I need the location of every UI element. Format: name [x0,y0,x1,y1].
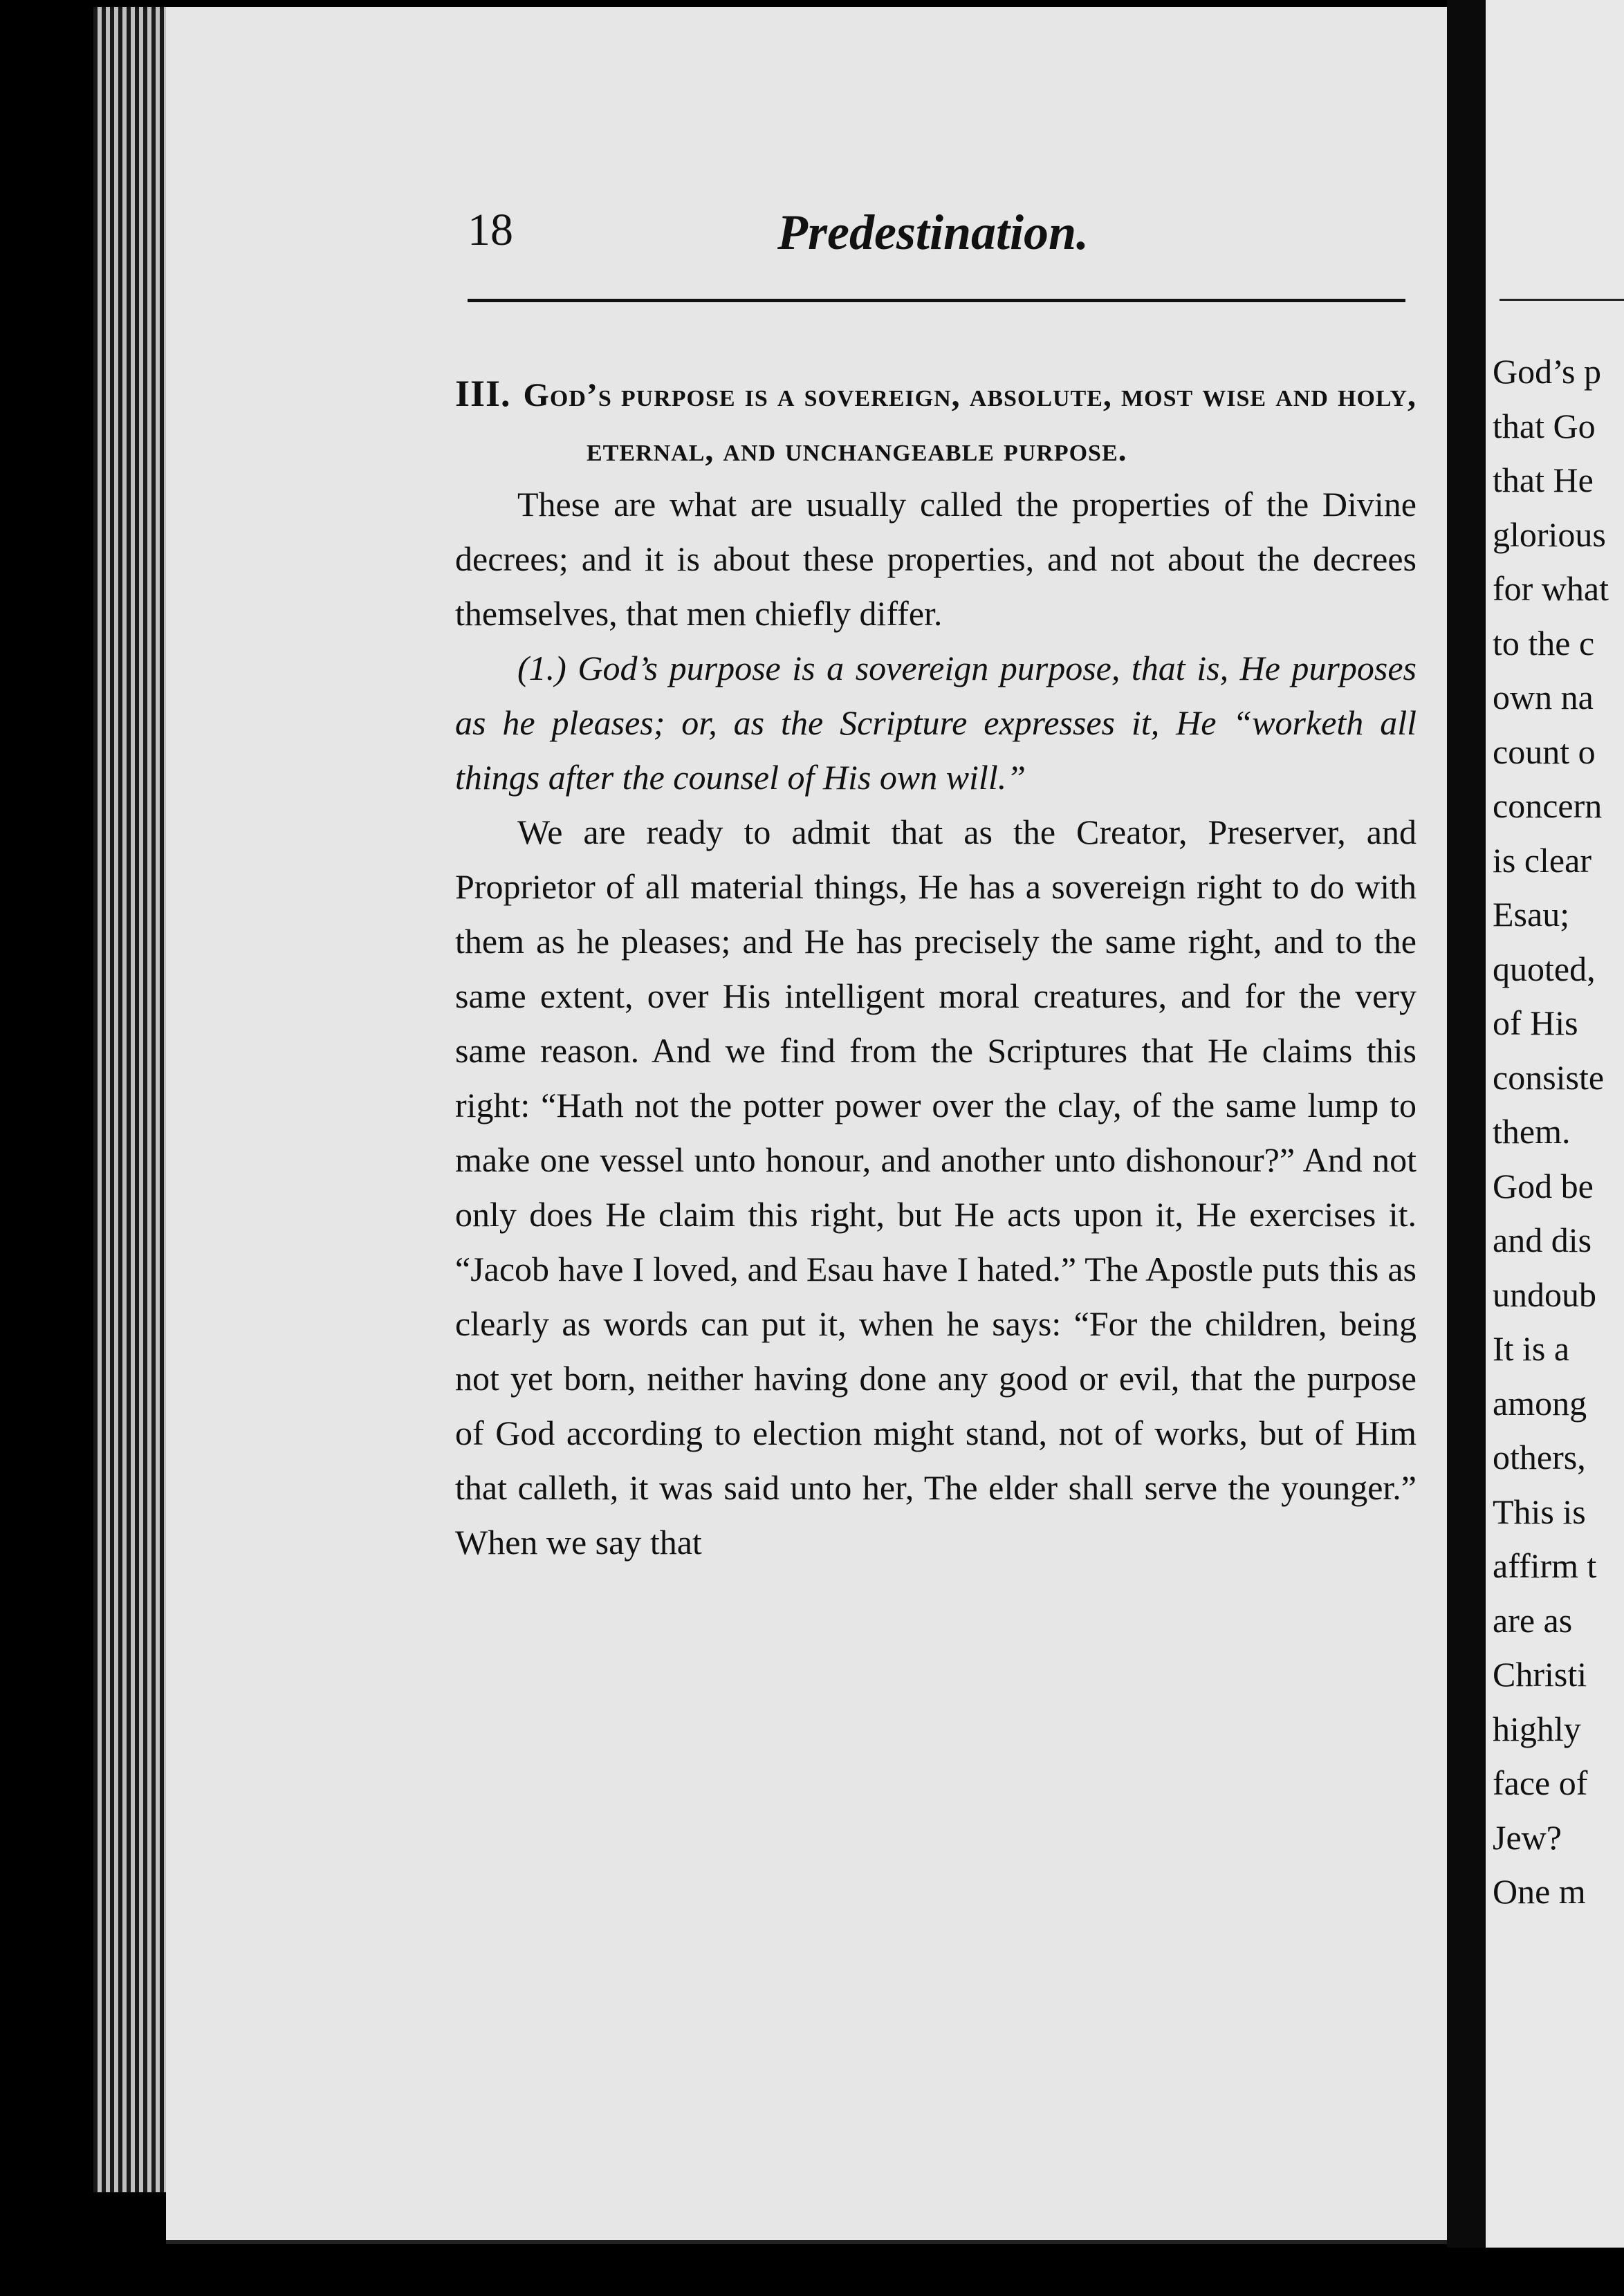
scan-bottom-edge [0,2248,1624,2296]
running-head [468,204,1408,287]
right-line: It is a [1493,1329,1570,1368]
right-line: that Go [1493,406,1596,445]
left-page-text [455,367,1417,1570]
right-line: to the c [1493,623,1595,663]
right-line: and dis [1493,1221,1592,1259]
right-line: face of [1493,1763,1588,1802]
section-heading [455,367,1417,477]
right-line: are as [1493,1600,1573,1640]
right-line: for what [1493,569,1609,608]
page-stack-edges [93,7,176,2192]
paragraph-1: These are what are usually called the properties of the Divine decrees; and it is about these properties, and not about the decrees themselves, that men chiefly differ. [455,485,1417,633]
right-line: Esau; [1493,895,1570,934]
right-line: One m [1493,1872,1586,1911]
right-line: undoub [1493,1275,1596,1314]
right-line: count o [1493,732,1596,771]
paragraph-3: We are ready to admit that as the Creator, Preserver, and Proprietor of all material things, He has a sovereign right to do with them as he pleases; and He has precisely the same right, and to the same extent, over His intelligent moral creatures, and for the very same reason. And we find from the Scriptures that He claims this right: “Hath not the potter power over the clay, of the same lump to make one vessel unto honour, and another unto dishonour?” And not only does He claim this right, but He acts upon it, He exercises it. “Jacob have I loved, and Esau have I hated.” The Apostle puts this as clearly as words can put it, when he says: “For the children, being not yet born, neither having done any good or evil, that the purpose of God according to election might stand, not of works, but of Him that calleth, it was said unto her, The elder shall serve the younger.” When we say that [455,813,1417,1562]
right-line: highly [1493,1709,1581,1748]
right-line: among [1493,1383,1587,1423]
page-number: 18 [468,205,513,255]
right-line: God be [1493,1166,1594,1205]
section-heading-text: God’s purpose is a sovereign, absolute, most wise and holy, eternal, and unchangeable purpose. [523,377,1417,468]
right-line: concern [1493,786,1603,825]
right-line: glorious [1493,515,1606,554]
running-title: Predestination. [777,205,1089,260]
right-page-text [1493,344,1624,1919]
right-line: of His [1493,1003,1578,1042]
right-line: Christi [1493,1655,1587,1694]
right-line: quoted, [1493,949,1596,988]
book-gutter [1447,0,1488,2296]
right-line: others, [1493,1438,1586,1476]
right-line: own na [1493,678,1594,716]
right-line: them. [1493,1112,1571,1151]
right-line: that He [1493,461,1594,499]
right-line: God’s p [1493,352,1601,391]
right-line: affirm t [1493,1546,1597,1585]
right-line: This is [1493,1492,1586,1531]
right-line: Jew? [1493,1817,1562,1857]
right-page-header-rule [1500,299,1624,301]
header-rule [468,299,1405,302]
section-numeral: III. [455,373,511,414]
right-line: is clear [1493,840,1591,880]
right-line: consiste [1493,1057,1605,1097]
paragraph-2: (1.) God’s purpose is a sovereign purpose, that is, He purposes as he pleases; or, as the Scripture expresses it, He “worketh all things after the counsel of His own will.” [455,649,1417,797]
